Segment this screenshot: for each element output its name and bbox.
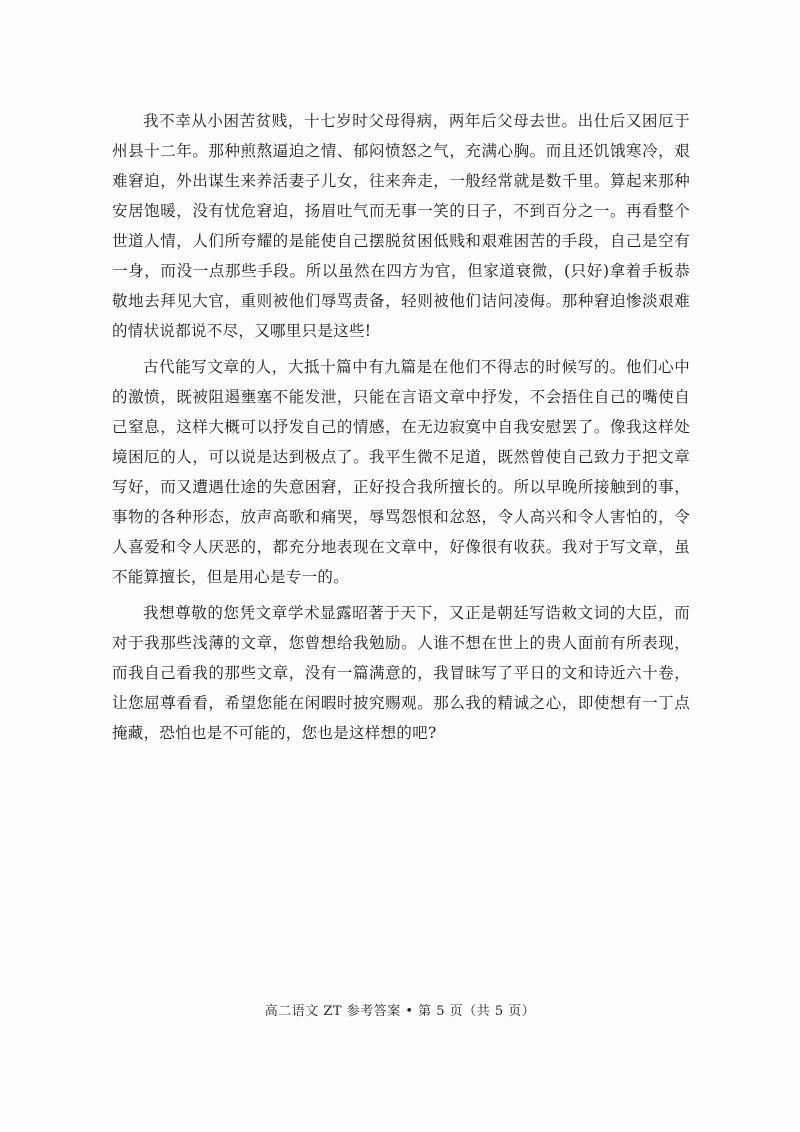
document-body	[112, 106, 690, 754]
paragraph-2: 古代能写文章的人，大抵十篇中有九篇是在他们不得志的时候写的。他们心中的激愤，既被阻遏壅塞不能发泄，只能在言语文章中抒发，不会捂住自己的嘴使自己窒息，这样大概可以抒发自己的情感，在无边寂寞中自我安慰罢了。像我这样处境困厄的人，可以说是达到极点了。我平生微不足道，既然曾使自己致力于把文章写好，而又遭遇仕途的失意困窘，正好投合我所擅长的。所以早晚所接触到的事，事物的各种形态，放声高歌和痛哭，辱骂怨恨和忿怒，令人高兴和令人害怕的，令人喜爱和令人厌恶的，都充分地表现在文章中，好像很有收获。我对于写文章，虽不能算擅长，但是用心是专一的。	[112, 358, 690, 586]
paragraph-3: 我想尊敬的您凭文章学术显露昭著于天下，又正是朝廷写诰敕文词的大臣，而对于我那些浅薄的文章，您曾想给我勉励。人谁不想在世上的贵人面前有所表现，而我自己看我的那些文章，没有一篇满意的，我冒昧写了平日的文和诗近六十卷，让您屈尊看看，希望您能在闲暇时披究赐观。那么我的精诚之心，即使想有一丁点掩藏，恐怕也是不可能的，您也是这样想的吧?	[112, 604, 690, 742]
paragraph-1: 我不幸从小困苦贫贱，十七岁时父母得病，两年后父母去世。出仕后又困厄于州县十二年。那种煎熬逼迫之情、郁闷愤怒之气，充满心胸。而且还饥饿寒冷，艰难窘迫，外出谋生来养活妻子儿女，往来奔走，一般经常就是数千里。算起来那种安居饱暖，没有忧危窘迫，扬眉吐气而无事一笑的日子，不到百分之一。再看整个世道人情，人们所夸耀的是能使自己摆脱贫困低贱和艰难困苦的手段，自己是空有一身，而没一点那些手段。所以虽然在四方为官，但家道衰微，(只好)拿着手板恭敬地去拜见大官，重则被他们辱骂责备，轻则被他们诘问凌侮。那种窘迫惨淡艰难的情状说都说不尽，又哪里只是这些!	[112, 112, 690, 340]
page-footer: 高二语文 ZT 参考答案 • 第 5 页（共 5 页）	[264, 1004, 536, 1019]
